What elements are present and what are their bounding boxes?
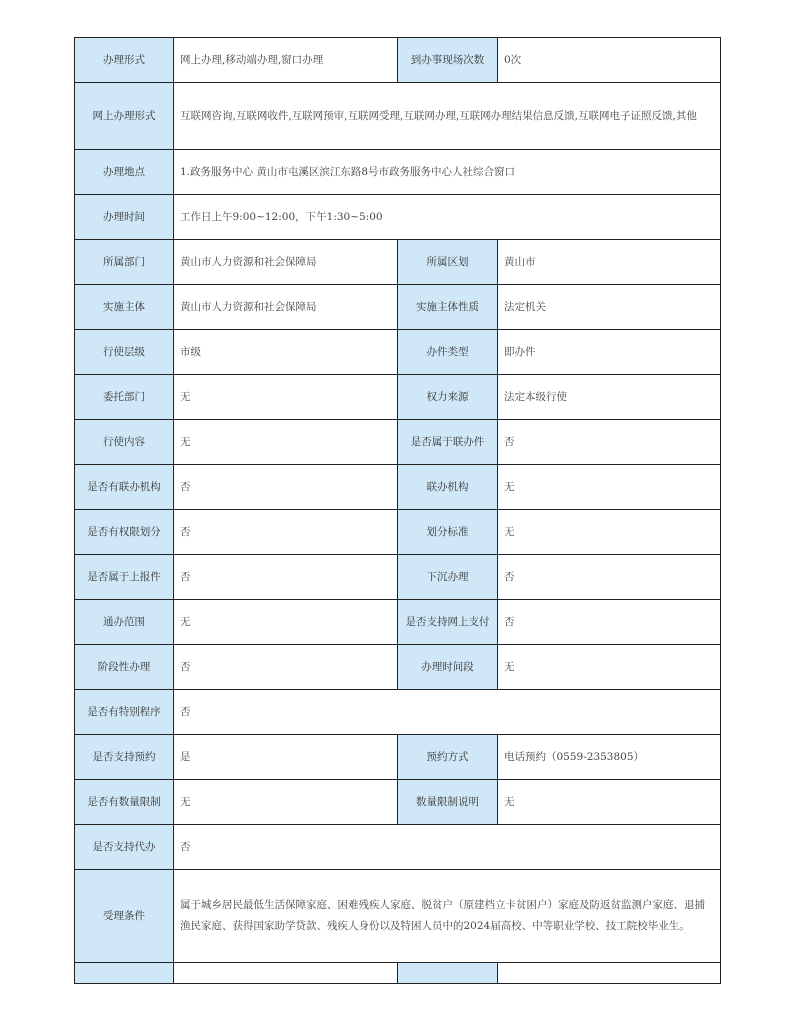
row-label: 实施主体性质	[398, 285, 498, 330]
row-label: 权力来源	[398, 375, 498, 420]
row-value: 否	[174, 690, 721, 735]
table-row	[75, 285, 721, 330]
row-value: 黄山市人力资源和社会保障局	[174, 240, 398, 285]
row-label: 是否有数量限制	[75, 780, 174, 825]
table-row	[75, 420, 721, 465]
row-value: 否	[174, 555, 398, 600]
row-label: 是否支持网上支付	[398, 600, 498, 645]
row-value: 法定本级行使	[498, 375, 721, 420]
row-value: 电话预约（0559-2353805）	[498, 735, 721, 780]
row-value: 黄山市人力资源和社会保障局	[174, 285, 398, 330]
table-row	[75, 735, 721, 780]
row-value: 无	[174, 375, 398, 420]
table-row	[75, 375, 721, 420]
service-info-table-container	[74, 37, 720, 984]
table-row-online-form	[75, 83, 721, 150]
table-row-partial	[75, 963, 721, 984]
table-row-location	[75, 150, 721, 195]
row-label: 所属部门	[75, 240, 174, 285]
table-row	[75, 780, 721, 825]
table-row-hours	[75, 195, 721, 240]
row-value: 是	[174, 735, 398, 780]
row-label: 是否属于上报件	[75, 555, 174, 600]
row-label: 所属区划	[398, 240, 498, 285]
row-label: 是否支持代办	[75, 825, 174, 870]
row-value: 否	[498, 600, 721, 645]
row-label-empty	[75, 963, 174, 984]
row-value: 属于城乡居民最低生活保障家庭、困难残疾人家庭、脱贫户（原建档立卡贫困户）家庭及防返贫监测户家庭、退捕渔民家庭、获得国家助学贷款、残疾人身份以及特困人员中的2024届高校、中等职业学校、技工院校毕业生。	[174, 870, 721, 963]
table-row	[75, 330, 721, 375]
table-row-acceptance-conditions	[75, 870, 721, 963]
service-info-table	[74, 37, 721, 984]
row-label: 行使内容	[75, 420, 174, 465]
row-label: 是否有特别程序	[75, 690, 174, 735]
row-label: 是否属于联办件	[398, 420, 498, 465]
row-value: 否	[174, 465, 398, 510]
table-row	[75, 555, 721, 600]
row-label: 联办机构	[398, 465, 498, 510]
row-value: 工作日上午9:00~12:00，下午1:30~5:00	[174, 195, 721, 240]
table-row	[75, 510, 721, 555]
row-label: 数量限制说明	[398, 780, 498, 825]
row-value-empty	[498, 963, 721, 984]
row-value: 否	[498, 555, 721, 600]
row-value: 无	[498, 645, 721, 690]
row-value: 无	[498, 465, 721, 510]
row-label: 到办事现场次数	[398, 38, 498, 83]
row-label: 下沉办理	[398, 555, 498, 600]
table-row	[75, 690, 721, 735]
row-value: 否	[174, 825, 721, 870]
row-label-empty	[398, 963, 498, 984]
row-value-empty	[174, 963, 398, 984]
row-value: 市级	[174, 330, 398, 375]
row-label: 行使层级	[75, 330, 174, 375]
row-label: 委托部门	[75, 375, 174, 420]
table-row	[75, 240, 721, 285]
row-label: 阶段性办理	[75, 645, 174, 690]
row-value: 即办件	[498, 330, 721, 375]
row-value: 无	[174, 780, 398, 825]
row-label: 办理时间段	[398, 645, 498, 690]
table-row	[75, 645, 721, 690]
row-label: 办件类型	[398, 330, 498, 375]
row-label: 办理形式	[75, 38, 174, 83]
row-value: 互联网咨询,互联网收件,互联网预审,互联网受理,互联网办理,互联网办理结果信息反馈,互联网电子证照反馈,其他	[174, 83, 721, 150]
row-label: 通办范围	[75, 600, 174, 645]
table-row	[75, 465, 721, 510]
row-label: 办理时间	[75, 195, 174, 240]
row-value: 法定机关	[498, 285, 721, 330]
row-label: 是否有联办机构	[75, 465, 174, 510]
row-value: 黄山市	[498, 240, 721, 285]
row-label: 划分标准	[398, 510, 498, 555]
row-label: 预约方式	[398, 735, 498, 780]
row-label: 办理地点	[75, 150, 174, 195]
row-value: 无	[498, 510, 721, 555]
table-row-handling-form	[75, 38, 721, 83]
row-label: 是否支持预约	[75, 735, 174, 780]
row-value: 否	[498, 420, 721, 465]
row-label: 受理条件	[75, 870, 174, 963]
row-value: 无	[498, 780, 721, 825]
table-row	[75, 600, 721, 645]
row-value: 否	[174, 510, 398, 555]
row-value: 0次	[498, 38, 721, 83]
row-value: 网上办理,移动端办理,窗口办理	[174, 38, 398, 83]
row-value: 1.政务服务中心 黄山市屯溪区滨江东路8号市政务服务中心人社综合窗口	[174, 150, 721, 195]
table-row	[75, 825, 721, 870]
row-label: 实施主体	[75, 285, 174, 330]
row-value: 无	[174, 600, 398, 645]
row-label: 是否有权限划分	[75, 510, 174, 555]
row-label: 网上办理形式	[75, 83, 174, 150]
row-value: 否	[174, 645, 398, 690]
row-value: 无	[174, 420, 398, 465]
